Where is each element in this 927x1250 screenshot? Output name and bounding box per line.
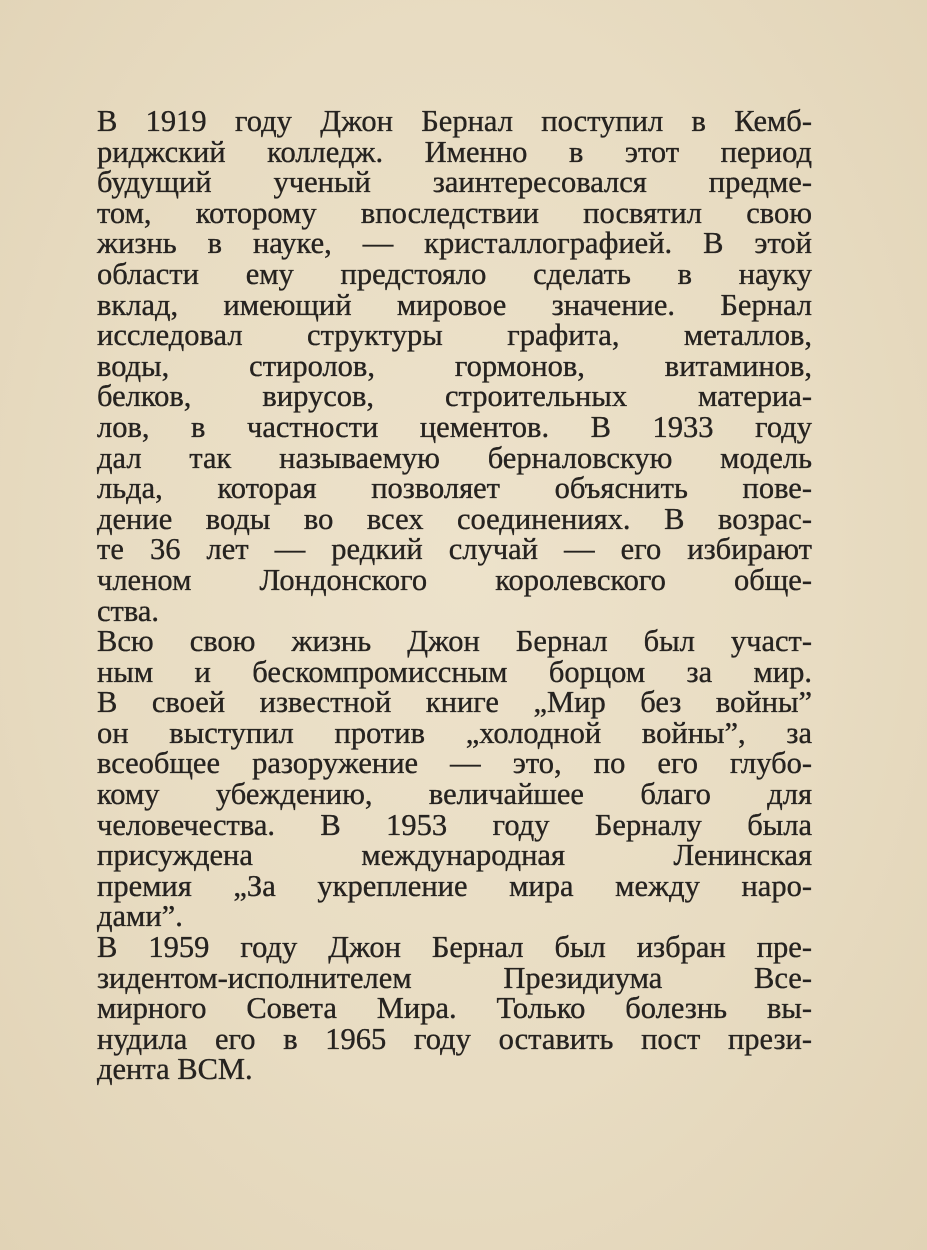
text-line: воды, стиролов, гормонов, витаминов,	[97, 348, 812, 383]
text-line: человечества. В 1953 году Берналу была	[97, 807, 812, 842]
text-line: кому убеждению, величайшее благо для	[97, 777, 812, 812]
text-line: зидентом-исполнителем Президиума Все-	[97, 960, 812, 995]
text-line: членом Лондонского королевского обще-	[97, 562, 812, 597]
text-line: В 1959 году Джон Бернал был избран пре-	[97, 930, 812, 965]
text-line: дение воды во всех соединениях. В возрас-	[97, 501, 812, 536]
text-line: присуждена международная Ленинская	[97, 838, 812, 873]
text-line: ным и бескомпромиссным борцом за мир.	[97, 654, 812, 689]
text-line: дал так называемую берналовскую модель	[97, 440, 812, 475]
text-line: те 36 лет — редкий случай — его избирают	[97, 532, 812, 567]
text-line: исследовал структуры графита, металлов,	[97, 318, 812, 353]
text-line: нудила его в 1965 году оставить пост прези-	[97, 1021, 812, 1056]
text-line: он выступил против „холодной войны”, за	[97, 715, 812, 750]
text-line: дента ВСМ.	[97, 1052, 253, 1087]
text-line: том, которому впоследствии посвятил свою	[97, 195, 812, 230]
text-line: будущий ученый заинтересовался предме-	[97, 165, 812, 200]
text-line: мирного Совета Мира. Только болезнь вы-	[97, 991, 812, 1026]
text-line: белков, вирусов, строительных материа-	[97, 379, 812, 414]
text-line: всеобщее разоружение — это, по его глубо-	[97, 746, 812, 781]
page-text	[97, 106, 812, 1085]
text-line: вклад, имеющий мировое значение. Бернал	[97, 287, 812, 322]
text-line: дами”.	[97, 899, 183, 934]
text-line: премия „За укрепление мира между наро-	[97, 868, 812, 903]
text-line: льда, которая позволяет объяснить пове-	[97, 471, 812, 506]
text-line: ства.	[97, 593, 160, 628]
text-line: лов, в частности цементов. В 1933 году	[97, 409, 812, 444]
text-line: В своей известной книге „Мир без войны”	[97, 685, 812, 720]
text-line: жизнь в науке, — кристаллографией. В этой	[97, 226, 812, 261]
text-line: Всю свою жизнь Джон Бернал был участ-	[97, 624, 812, 659]
text-line: области ему предстояло сделать в науку	[97, 256, 812, 291]
text-line: В 1919 году Джон Бернал поступил в Кемб-	[97, 104, 812, 138]
text-line: риджский колледж. Именно в этот период	[97, 134, 812, 169]
